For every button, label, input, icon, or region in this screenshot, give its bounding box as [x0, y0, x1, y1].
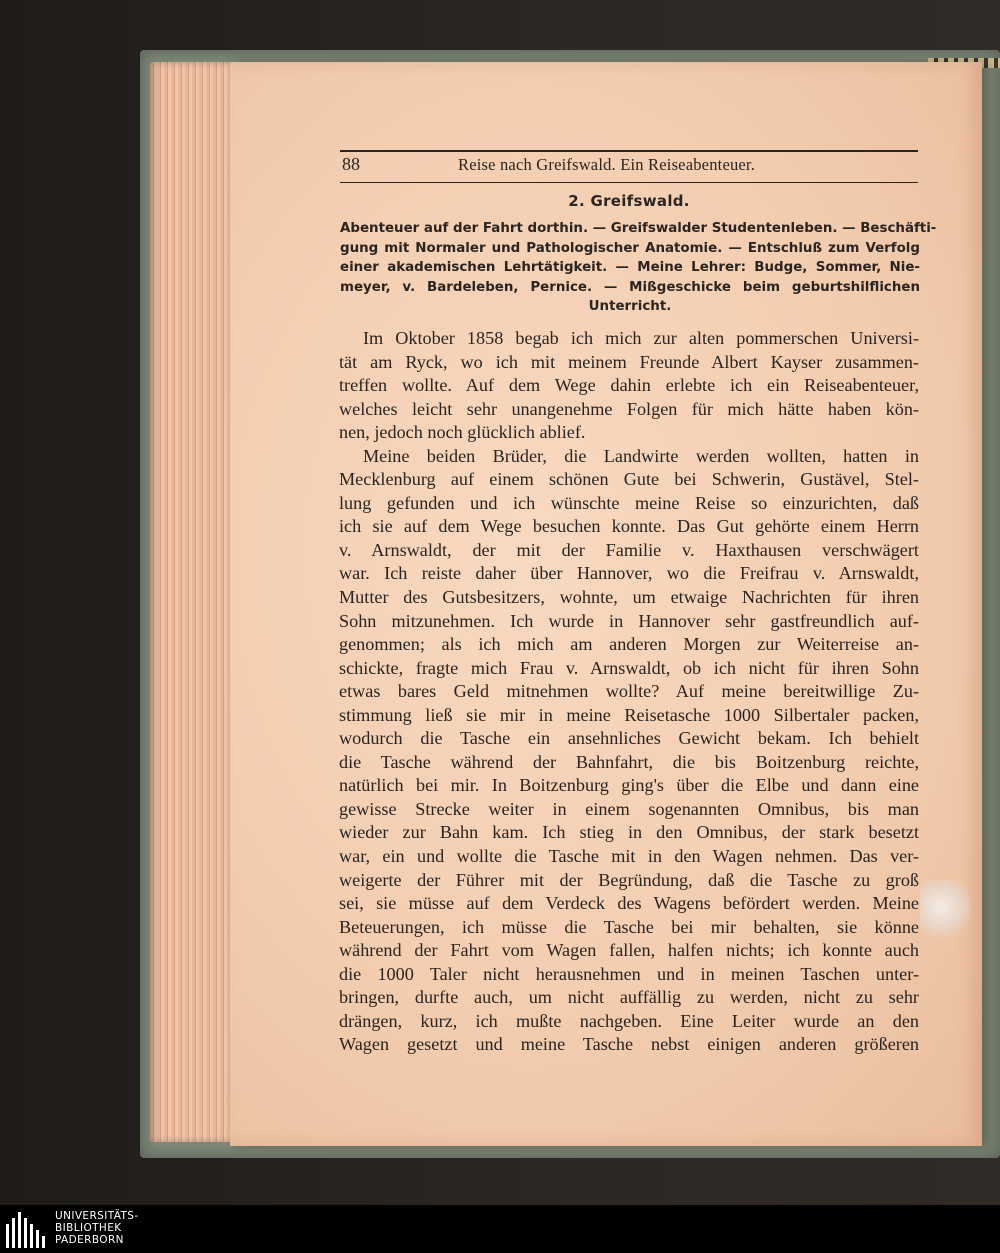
library-banner [0, 1205, 1000, 1253]
text-line: Im Oktober 1858 begab ich mich zur alten pommerschen Universi- [363, 328, 919, 348]
body-text [339, 327, 919, 1057]
summary-line: meyer, v. Bardeleben, Pernice. — Mißgeschicke beim geburtshilflichen [340, 279, 920, 295]
text-line: tät am Ryck, wo ich mit meinem Freunde Albert Kayser zusammen- [339, 351, 919, 372]
text-line: Mutter des Gutsbesitzers, wohnte, um etwaige Nachrichten für ihren [339, 587, 919, 608]
text-line: drängen, kurz, ich mußte nachgeben. Eine Leiter wurde an den [339, 1010, 919, 1031]
text-line: etwas bares Geld mitnehmen wollte? Auf meine bereitwillige Zu- [339, 681, 919, 702]
library-name-line: PADERBORN [55, 1234, 124, 1246]
text-line: die 1000 Taler nicht herausnehmen und in meinen Taschen unter- [339, 963, 919, 984]
text-line: schickte, fragte mich Frau v. Arnswaldt, ob ich nicht für ihren Sohn [339, 657, 919, 678]
text-line: war. Ich reiste daher über Hannover, wo die Freifrau v. Arnswaldt, [339, 563, 919, 584]
text-line: sei, sie müsse auf dem Verdeck des Wagens befördert werden. Meine [339, 893, 919, 914]
text-line: lung gefunden und ich wünschte meine Reise so einzurichten, daß [339, 492, 919, 513]
text-line: war, ein und wollte die Tasche mit in den Wagen nehmen. Das ver- [339, 846, 919, 867]
library-logo-icon [6, 1212, 46, 1248]
text-line: während der Fahrt vom Wagen fallen, halfen nichts; ich konnte auch [339, 940, 919, 961]
text-line: Mecklenburg auf einem schönen Gute bei Schwerin, Gustävel, Stel- [339, 469, 919, 490]
text-line: wieder zur Bahn kam. Ich stieg in den Omnibus, der stark besetzt [339, 822, 919, 843]
library-name-line: BIBLIOTHEK [55, 1222, 122, 1234]
summary-line: Abenteuer auf der Fahrt dorthin. — Greifswalder Studentenleben. — Beschäfti- [340, 221, 937, 236]
section-title: 2. Greifswald. [568, 192, 690, 210]
text-line: stimmung ließ sie mir in meine Reisetasche 1000 Silbertaler packen, [339, 704, 919, 725]
text-line: bringen, durfte auch, um nicht auffällig zu werden, nicht zu sehr [339, 987, 919, 1008]
chapter-summary [340, 219, 937, 317]
summary-line: gung mit Normaler und Pathologischer Anatomie. — Entschluß zum Verfolg [340, 240, 920, 256]
library-name [55, 1210, 139, 1246]
summary-line: Unterricht. [588, 299, 672, 315]
text-line: Meine beiden Brüder, die Landwirte werden wollten, hatten in [363, 445, 919, 466]
text-line: natürlich bei mir. In Boitzenburg ging's über die Elbe und dann eine [339, 775, 919, 796]
page-number: 88 [342, 154, 360, 174]
text-line: ich sie auf dem Wege besuchen konnte. Das Gut gehörte einem Herrn [339, 516, 919, 537]
running-title: Reise nach Greifswald. Ein Reiseabenteuer. [458, 155, 756, 174]
text-line: Beteuerungen, ich müsse die Tasche bei mir behalten, sie könne [339, 916, 919, 937]
text-line: gewisse Strecke weiter in einem sogenannten Omnibus, bis man [339, 798, 919, 819]
text-line: v. Arnswaldt, der mit der Familie v. Haxthausen verschwägert [339, 539, 919, 560]
text-line: nen, jedoch noch glücklich ablief. [339, 422, 586, 443]
text-line: genommen; als ich mich am anderen Morgen zur Weiterreise an- [339, 634, 919, 655]
text-line: die Tasche während der Bahnfahrt, die bis Boitzenburg reichte, [339, 751, 919, 772]
text-line: welches leicht sehr unangenehme Folgen für mich hätte haben kön- [339, 398, 919, 419]
text-line: treffen wollte. Auf dem Wege dahin erlebte ich ein Reiseabenteuer, [339, 375, 919, 396]
text-line: Sohn mitzunehmen. Ich wurde in Hannover sehr gastfreundlich auf- [339, 610, 919, 631]
text-line: wodurch die Tasche ein ansehnliches Gewicht bekam. Ich behielt [339, 728, 919, 749]
page-tear-mark [920, 880, 972, 940]
library-name-line: UNIVERSITÄTS- [55, 1210, 139, 1222]
text-line: Wagen gesetzt und meine Tasche nebst einigen anderen größeren [339, 1034, 919, 1055]
running-header [340, 150, 918, 183]
text-line: weigerte der Führer mit der Begründung, daß die Tasche zu groß [339, 869, 919, 890]
summary-line: einer akademischen Lehrtätigkeit. — Meine Lehrer: Budge, Sommer, Nie- [340, 260, 920, 276]
page-stack-edges [150, 62, 232, 1142]
